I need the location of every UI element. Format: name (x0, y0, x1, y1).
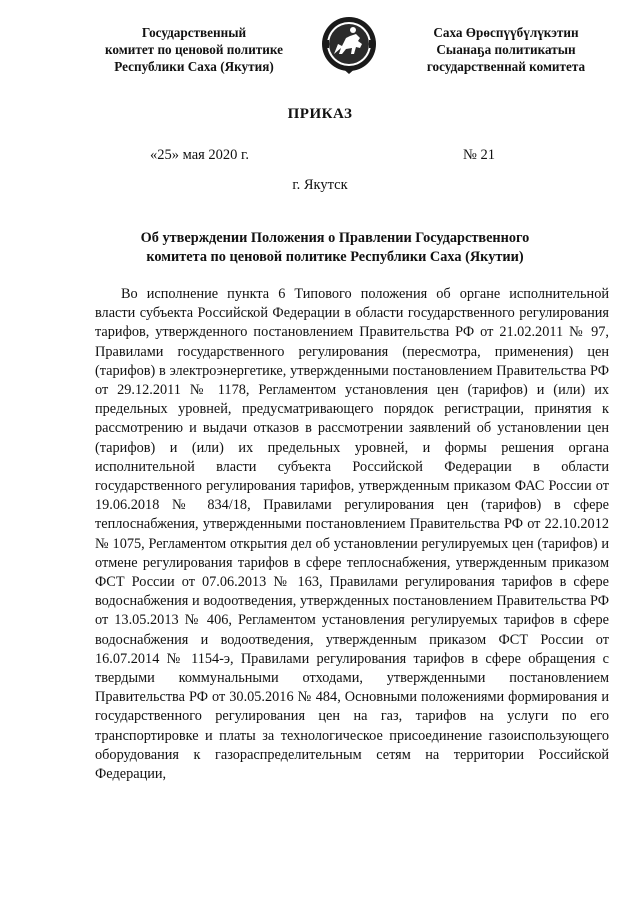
body-paragraph: Во исполнение пункта 6 Типового положения об органе исполнительной власти субъекта Российской Федерации в области государственного регулирования тарифов, утвержденного постановлением Правительства РФ от 21.02.2011 № 97, Правилами государственного регулирования (пересмотра, применения) цен (тарифов) в электроэнергетике, утвержденными постановлением Правительства РФ от 29.12.2011 № 1178, Регламентом установления цен (тарифов) и (или) их предельных уровней, предусматривающего порядок регистрации, принятия к рассмотрению и выдачи отказов в рассмотрении заявлений об установлении цен (тарифов) и (или) их предельных уровней, и формы решения органа исполнительной власти субъекта Российской Федерации в области государственного регулирования тарифов, утвержденным приказом ФАС России от 19.06.2018 № 834/18, Правилами регулирования цен (тарифов) в сфере теплоснабжения, утвержденными постановлением Правительства РФ от 22.10.2012 № 1075, Регламентом открытия дел об установлении регулируемых цен (тарифов) и отмене регулирования тарифов в сфере теплоснабжения, утвержденным приказом ФСТ России от 07.06.2013 № 163, Правилами регулирования тарифов в сфере водоснабжения и водоотведения, утвержденных постановлением Правительства РФ от 13.05.2013 № 406, Регламентом установления регулируемых тарифов в сфере водоснабжения и водоотведения, утвержденным приказом ФСТ России от 16.07.2014 № 1154-э, Правилами регулирования тарифов в сфере обращения с твердыми коммунальными отходами, утвержденными постановлением Правительства РФ от 30.05.2016 № 484, Основными положениями формирования и государственного регулирования цен на газ, тарифов на услуги по его транспортировке и платы за технологическое присоединение газоиспользующего оборудования к газораспределительным сетям на территории Российской Федерации, (95, 286, 609, 783)
header-left-org-name (76, 24, 312, 75)
order-number: № 21 (463, 147, 495, 163)
header-right-line: Сыанаҕа политикатын (436, 42, 576, 57)
order-date: «25» мая 2020 г. (150, 147, 249, 163)
subject-line: Об утверждении Положения о Правлении Государственного (140, 230, 530, 246)
header-right-line: государственнай комитета (426, 59, 586, 74)
order-subject (120, 229, 550, 267)
header-left-line: Государственный (141, 25, 247, 40)
order-city: г. Якутск (292, 177, 348, 193)
header-right-org-name (396, 24, 616, 75)
header-left-line: комитет по ценовой политике (105, 42, 283, 57)
subject-line: комитета по ценовой политике Республики Саха (Якутии) (146, 249, 524, 265)
document-title: ПРИКАЗ (287, 106, 353, 122)
header-left-line: Республики Саха (Якутия) (114, 59, 274, 74)
sakha-republic-coat-of-arms-icon (320, 14, 378, 78)
header-right-line: Саха Өрөспүүбүлүкэтин (433, 25, 579, 40)
